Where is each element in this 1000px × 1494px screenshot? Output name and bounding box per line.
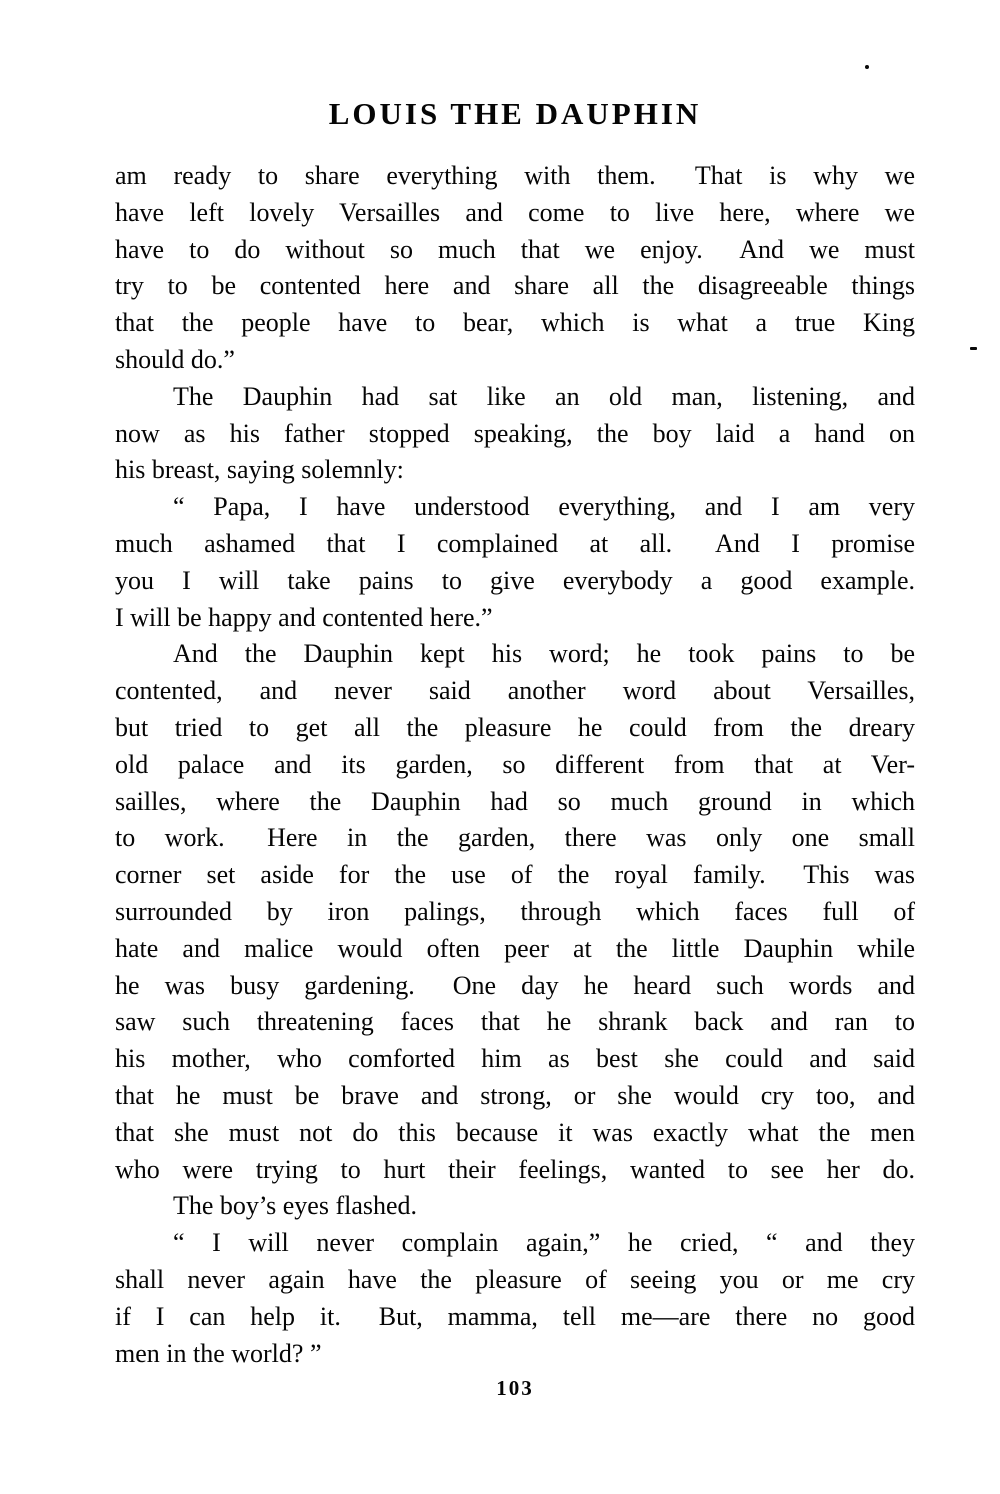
text-line: old palace and its garden, so different from that at Ver- — [115, 749, 915, 779]
text-line: you I will take pains to give everybody a good example. — [115, 565, 915, 595]
text-line: to work. Here in the garden, there was only one small — [115, 823, 915, 853]
text-line: his mother, who comforted him as best she could and said — [115, 1044, 915, 1074]
text-line: who were trying to hurt their feelings, wanted to see her do. — [115, 1154, 915, 1184]
text-line: should do.” — [115, 344, 235, 374]
text-line: that the people have to bear, which is what a true King — [115, 308, 915, 338]
page-number: 103 — [496, 1376, 534, 1400]
text-line: he was busy gardening. One day he heard such words and — [115, 970, 915, 1000]
text-line: much ashamed that I complained at all. And I promise — [115, 528, 915, 558]
text-line: have left lovely Versailles and come to live here, where we — [115, 197, 915, 227]
text-line: now as his father stopped speaking, the boy laid a hand on — [115, 418, 915, 448]
text-line: “ Papa, I have understood everything, and I am very — [173, 492, 915, 522]
text-line: shall never again have the pleasure of seeing you or me cry — [115, 1264, 915, 1294]
text-line: that he must be brave and strong, or she would cry too, and — [115, 1080, 915, 1110]
text-line: saw such threatening faces that he shrank back and ran to — [115, 1007, 915, 1037]
text-line: but tried to get all the pleasure he could from the dreary — [115, 712, 915, 742]
text-line: The Dauphin had sat like an old man, listening, and — [173, 381, 915, 411]
scan-artifact-dash — [970, 347, 977, 350]
text-line: try to be contented here and share all the disagreeable things — [115, 271, 915, 301]
text-line: contented, and never said another word about Versailles, — [115, 676, 915, 706]
text-line: that she must not do this because it was exactly what the men — [115, 1117, 915, 1147]
text-line: am ready to share everything with them. That is why we — [115, 161, 915, 190]
text-line: if I can help it. But, mamma, tell me—are there no good — [115, 1301, 915, 1331]
text-line: “ I will never complain again,” he cried, “ and they — [173, 1228, 915, 1258]
text-line: surrounded by iron palings, through which faces full of — [115, 896, 915, 926]
text-line: The boy’s eyes flashed. — [173, 1191, 418, 1221]
text-line: And the Dauphin kept his word; he took pains to be — [173, 639, 915, 669]
page-title: LOUIS THE DAUPHIN — [328, 96, 702, 131]
text-line: sailles, where the Dauphin had so much ground in which — [115, 786, 915, 816]
scan-artifact-dot — [865, 65, 869, 69]
text-line: men in the world? ” — [115, 1338, 322, 1368]
text-line: hate and malice would often peer at the little Dauphin while — [115, 933, 915, 963]
text-line: I will be happy and contented here.” — [115, 602, 493, 632]
text-line: corner set aside for the use of the royal family. This was — [115, 860, 915, 890]
text-line: have to do without so much that we enjoy. And we must — [115, 234, 915, 264]
page-body — [115, 158, 915, 1372]
text-line: his breast, saying solemnly: — [115, 455, 404, 485]
